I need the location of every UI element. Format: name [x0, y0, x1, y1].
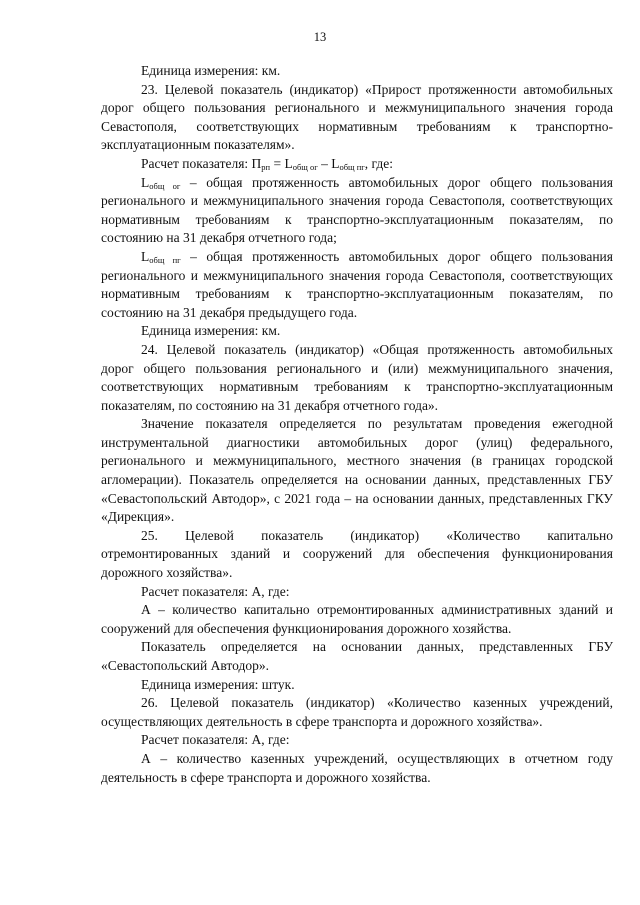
page-number: 13 [313, 30, 327, 44]
paragraph: 23. Целевой показатель (индикатор) «Прирост протяженности автомобильных дорог общего пользования регионального и межмуниципального значения города Севастополя, соответствующих нормативным требованиям к транспортно-эксплуатационным показателям». [101, 81, 613, 153]
paragraph: Расчет показателя: А, где: [141, 583, 290, 599]
paragraph: Расчет показателя: А, где: [141, 732, 290, 748]
formula-line: Расчет показателя: $П_{рп} = L_{общ ог} - L_{общ пг}$, где: [141, 155, 393, 172]
paragraph: Единица измерения: км. [141, 323, 281, 339]
paragraph: Показатель определяется на основании данных, представленных ГБУ «Севастопольский Автодор». [101, 639, 613, 673]
paragraph: А – количество казенных учреждений, осуществляющих в отчетном году деятельность в сфере транспорта и дорожного хозяйства. [101, 750, 613, 785]
document-body [101, 62, 613, 787]
paragraph: 26. Целевой показатель (индикатор) «Количество казенных учреждений, осуществляющих деятельность в сфере транспорта и дорожного хозяйства». [101, 695, 613, 729]
paragraph: А – количество капитально отремонтированных административных зданий и сооружений для обеспечения функционирования дорожного хозяйства. [101, 602, 613, 636]
paragraph: Единица измерения: штук. [141, 676, 295, 692]
definition-paragraph: $L_{общ ог}$ – общая протяженность автомобильных дорог общего пользования регионального и межмуниципального значения города Севастополя, соответствующих нормативным требованиям к транспортно-эксплуатационным показателям, по состоянию на 31 декабря отчетного года; [101, 174, 613, 246]
paragraph: Единица измерения: км. [141, 63, 281, 78]
paragraph: 24. Целевой показатель (индикатор) «Общая протяженность автомобильных дорог общего пользования регионального и (или) межмуниципального значения, соответствующих нормативным требованиям к транспортно-эксплуатационным показателям, по состоянию на 31 декабря отчетного года». [101, 341, 613, 413]
paragraph: Значение показателя определяется по результатам проведения ежегодной инструментальной диагностики автомобильных дорог (улиц) федерального, регионального и межмуниципального, местного значения (в границах городской агломерации). Показатель определяется на основании данных, представленных ГБУ «Севастопольский Автодор», с 2021 года – на основании данных, представленных ГКУ «Дирекция». [101, 416, 613, 525]
paragraph: 25. Целевой показатель (индикатор) «Количество капитально отремонтированных зданий и сооружений для обеспечения функционирования дорожного хозяйства». [101, 527, 613, 581]
definition-paragraph: $L_{общ пг}$ – общая протяженность автомобильных дорог общего пользования регионального и межмуниципального значения города Севастополя, соответствующих нормативным требованиям к транспортно-эксплуатационным показателям, по состоянию на 31 декабря предыдущего года. [101, 248, 613, 320]
